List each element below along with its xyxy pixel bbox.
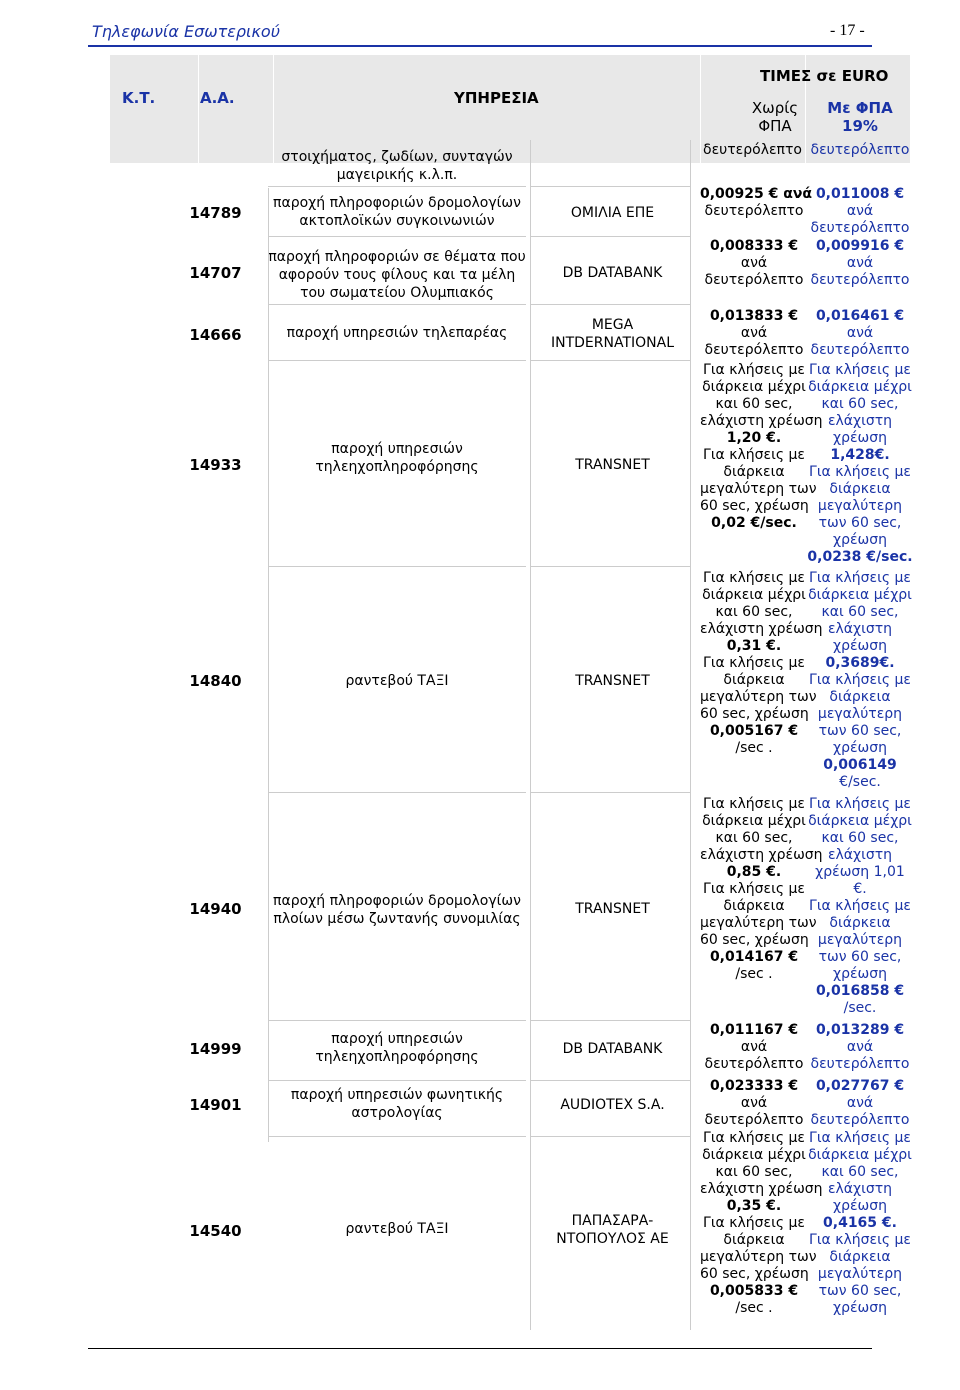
row-provider: TRANSNET [575, 457, 650, 473]
column-divider [530, 140, 531, 1330]
row-code: 14789 [189, 204, 242, 222]
row-code: 14540 [189, 1222, 242, 1240]
price-line: χρέωση [832, 966, 887, 982]
price-line: Για κλήσεις με [809, 898, 911, 914]
price-line: δευτερόλεπτο [704, 1056, 804, 1072]
price-line: χρέωση [832, 638, 887, 654]
price-line: δευτερόλεπτο [704, 1112, 804, 1128]
row-divider [530, 1136, 690, 1137]
col-kt: Κ.Τ. [122, 89, 156, 107]
price-line: /sec . [735, 966, 773, 982]
price-with-vat [806, 796, 914, 1017]
price-line: διάρκεια μέχρι [702, 587, 806, 603]
price-line: /sec . [735, 740, 773, 756]
price-line: 0,35 €. [726, 1198, 782, 1214]
row-divider [268, 1020, 526, 1021]
price-without-vat [700, 238, 808, 289]
row-provider: TRANSNET [575, 901, 650, 917]
price-line: των 60 sec, [818, 949, 902, 965]
price-line: 60 sec, χρέωση [700, 498, 809, 514]
price-line: Για κλήσεις με [809, 672, 911, 688]
price-line: χρέωση [832, 740, 887, 756]
price-without-vat [700, 308, 808, 359]
price-line: μεγαλύτερη των [700, 1249, 817, 1265]
price-without-vat [700, 1078, 808, 1129]
price-line: /sec . [735, 1300, 773, 1316]
price-line: 60 sec, χρέωση [700, 1266, 809, 1282]
price-line: 0,31 €. [726, 638, 782, 654]
col-vat: Με ΦΠΑ 19% [827, 99, 893, 135]
price-line: διάρκεια [829, 689, 891, 705]
price-line: 0,011167 € [709, 1022, 799, 1038]
price-line: 0,027767 € [815, 1078, 905, 1094]
row-divider [268, 360, 526, 361]
price-line: ανά [846, 203, 874, 219]
row-provider: AUDIOTEX S.A. [560, 1097, 665, 1113]
price-line: μεγαλύτερη [817, 706, 903, 722]
price-line: 0,85 €. [726, 864, 782, 880]
price-line: Για κλήσεις με [703, 362, 805, 378]
price-line: ελάχιστη χρέωση [700, 1181, 823, 1197]
price-line: και 60 sec, [715, 1164, 793, 1180]
price-line: 0,023333 € [709, 1078, 799, 1094]
row-provider: MEGA INTDERNATIONAL [550, 317, 675, 351]
price-line: δευτερόλεπτο [810, 1056, 910, 1072]
row-service: ραντεβού ΤΑΞΙ [345, 1221, 449, 1237]
price-line: διάρκεια μέχρι [702, 813, 806, 829]
price-line: 0,005167 € [709, 723, 799, 739]
row-divider [530, 236, 690, 237]
row-service: παροχή υπηρεσιών τηλεηχοπληροφόρησης [315, 1031, 479, 1065]
row-divider [268, 236, 526, 237]
price-line: 0,009916 € [815, 238, 905, 254]
price-line: μεγαλύτερη των [700, 481, 817, 497]
price-line: ανά [740, 1095, 768, 1111]
price-line: διάρκεια [723, 464, 785, 480]
price-with-vat [806, 1078, 914, 1129]
price-line: ελάχιστη [827, 413, 893, 429]
price-line: ανά [846, 1095, 874, 1111]
price-line: 0,016461 € [815, 308, 905, 324]
row-code: 14707 [189, 264, 242, 282]
price-without-vat [700, 796, 823, 983]
price-line: δευτερόλεπτο [810, 1112, 910, 1128]
price-line: ελάχιστη [827, 621, 893, 637]
price-line: χρέωση 1,01 [815, 864, 905, 880]
col-service: ΥΠΗΡΕΣΙΑ [454, 89, 539, 107]
row-divider [268, 792, 526, 793]
row-provider: DB DATABANK [562, 265, 663, 281]
row-service: παροχή υπηρεσιών φωνητικής αστρολογίας [290, 1087, 504, 1121]
price-line: 0,00925 € ανά [700, 186, 813, 202]
price-line: μεγαλύτερη [817, 932, 903, 948]
col-no-vat: Χωρίς ΦΠΑ [751, 99, 799, 135]
price-line: 0,0238 €/sec. [807, 549, 913, 565]
price-line: διάρκεια [829, 1249, 891, 1265]
price-line: ελάχιστη χρέωση [700, 621, 823, 637]
price-line: ελάχιστη χρέωση [700, 413, 823, 429]
row-provider: TRANSNET [575, 673, 650, 689]
price-with-vat [806, 1022, 914, 1073]
row-code: 14999 [189, 1040, 242, 1058]
price-without-vat [700, 570, 823, 757]
row-provider: ΟΜΙΛΙΑ ΕΠΕ [570, 205, 655, 221]
price-line: των 60 sec, [818, 1283, 902, 1299]
price-line: /sec. [843, 1000, 877, 1016]
header-divider [273, 55, 274, 163]
price-line: και 60 sec, [821, 604, 899, 620]
price-line: διάρκεια [723, 672, 785, 688]
price-line: Για κλήσεις με [703, 655, 805, 671]
row-divider [530, 304, 690, 305]
price-line: 0,013289 € [815, 1022, 905, 1038]
price-line: και 60 sec, [715, 396, 793, 412]
row-divider [530, 360, 690, 361]
price-line: 0,008333 € [709, 238, 799, 254]
price-line: 1,20 €. [726, 430, 782, 446]
price-line: Για κλήσεις με [703, 570, 805, 586]
row-service: παροχή πληροφοριών δρομολογίων ακτοπλοϊκών συγκοινωνιών [273, 195, 521, 229]
row-service: παροχή πληροφοριών δρομολογίων πλοίων μέσω ζωντανής συνομιλίας [273, 893, 521, 927]
price-line: Για κλήσεις με [809, 1232, 911, 1248]
row-divider [530, 1020, 690, 1021]
row-code: 14933 [189, 456, 242, 474]
row-divider [530, 186, 690, 187]
row-service: ραντεβού ΤΑΞΙ [345, 673, 449, 689]
price-line: ελάχιστη [827, 847, 893, 863]
price-line: και 60 sec, [821, 396, 899, 412]
row-service: παροχή πληροφοριών σε θέματα που αφορούν τους φίλους και τα μέλη του σωματείου Ολυμπιακός [268, 249, 526, 301]
price-without-vat [700, 186, 813, 220]
price-without-vat [700, 1022, 808, 1073]
col-no-vat-unit: δευτερόλεπτο [703, 142, 802, 158]
price-line: δευτερόλεπτο [704, 342, 804, 358]
price-line: και 60 sec, [821, 830, 899, 846]
price-line: διάρκεια μέχρι [808, 379, 912, 395]
price-line: ανά [740, 255, 768, 271]
price-line: μεγαλύτερη [817, 498, 903, 514]
price-line: μεγαλύτερη [817, 1266, 903, 1282]
price-line: δευτερόλεπτο [810, 342, 910, 358]
price-line: 0,016858 € [815, 983, 905, 999]
price-line: διάρκεια [829, 915, 891, 931]
price-line: €/sec. [839, 774, 881, 790]
price-line: δευτερόλεπτο [704, 272, 804, 288]
price-with-vat [806, 570, 914, 791]
price-line: δευτερόλεπτο [704, 203, 804, 219]
price-line: 1,428€. [830, 447, 890, 463]
price-line: Για κλήσεις με [809, 464, 911, 480]
page-header-title: Τηλεφωνία Εσωτερικού [92, 22, 280, 41]
row-code: 14840 [189, 672, 242, 690]
row-divider [530, 566, 690, 567]
price-line: διάρκεια μέχρι [808, 1147, 912, 1163]
row-service: παροχή υπηρεσιών τηλεηχοπληροφόρησης [315, 441, 479, 475]
price-line: ανά [846, 255, 874, 271]
row-provider: DB DATABANK [562, 1041, 663, 1057]
price-line: διάρκεια [723, 1232, 785, 1248]
price-with-vat [806, 186, 914, 237]
col-prices: ΤΙΜΕΣ σε EURO [760, 67, 889, 85]
row-code: 14940 [189, 900, 242, 918]
price-line: Για κλήσεις με [809, 1130, 911, 1146]
price-line: 60 sec, χρέωση [700, 706, 809, 722]
row-code: 14666 [189, 326, 242, 344]
price-line: διάρκεια μέχρι [702, 1147, 806, 1163]
price-line: των 60 sec, [818, 723, 902, 739]
price-line: Για κλήσεις με [703, 796, 805, 812]
price-line: διάρκεια μέχρι [808, 813, 912, 829]
price-line: 0,005833 € [709, 1283, 799, 1299]
price-line: και 60 sec, [821, 1164, 899, 1180]
price-line: και 60 sec, [715, 830, 793, 846]
price-line: 0,02 €/sec. [711, 515, 797, 531]
footer-rule [88, 1348, 872, 1349]
price-line: και 60 sec, [715, 604, 793, 620]
header-divider [198, 55, 199, 163]
col-aa: Α.Α. [200, 89, 235, 107]
price-line: μεγαλύτερη των [700, 915, 817, 931]
price-line: 0,006149 [823, 757, 897, 773]
price-line: χρέωση [832, 1198, 887, 1214]
price-line: μεγαλύτερη των [700, 689, 817, 705]
row-divider [530, 1080, 690, 1081]
price-with-vat [806, 238, 914, 289]
row-divider [530, 792, 690, 793]
price-line: ανά [740, 1039, 768, 1055]
price-line: Για κλήσεις με [809, 796, 911, 812]
price-line: Για κλήσεις με [703, 881, 805, 897]
price-line: ανά [846, 325, 874, 341]
price-line: δευτερόλεπτο [810, 220, 910, 236]
price-line: ελάχιστη χρέωση [700, 847, 823, 863]
price-line: διάρκεια [829, 481, 891, 497]
price-line: 0,3689€. [825, 655, 895, 671]
price-line: ανά [740, 325, 768, 341]
row-divider [268, 1080, 526, 1081]
header-rule [88, 45, 872, 47]
price-with-vat [806, 1130, 914, 1317]
row-divider [268, 566, 526, 567]
price-line: των 60 sec, [818, 515, 902, 531]
price-line: Για κλήσεις με [703, 1130, 805, 1146]
price-line: χρέωση [832, 1300, 887, 1316]
price-with-vat [806, 308, 914, 359]
price-line: ελάχιστη [827, 1181, 893, 1197]
column-divider [690, 140, 691, 1330]
price-line: Για κλήσεις με [809, 362, 911, 378]
price-line: ανά [846, 1039, 874, 1055]
price-line: 0,011008 € [815, 186, 905, 202]
price-line: Για κλήσεις με [703, 447, 805, 463]
col-vat-unit: δευτερόλεπτο [810, 142, 910, 158]
price-line: 60 sec, χρέωση [700, 932, 809, 948]
price-line: 0,013833 € [709, 308, 799, 324]
price-with-vat [806, 362, 914, 566]
price-line: €. [853, 881, 867, 897]
price-line: δευτερόλεπτο [810, 272, 910, 288]
price-line: 0,014167 € [709, 949, 799, 965]
row-divider [268, 304, 526, 305]
row-provider: ΠΑΠΑΣΑΡΑ-ΝΤΟΠΟΥΛΟΣ ΑΕ [556, 1213, 669, 1247]
row-divider [268, 186, 526, 187]
row-service: στοιχήματος, ζωδίων, συνταγών μαγειρικής κ.λ.π. [281, 149, 513, 183]
price-without-vat [700, 362, 823, 532]
price-line: χρέωση [832, 532, 887, 548]
table-header [110, 55, 910, 163]
price-line: διάρκεια μέχρι [808, 587, 912, 603]
row-code: 14901 [189, 1096, 242, 1114]
price-line: διάρκεια μέχρι [702, 379, 806, 395]
column-divider [268, 188, 269, 1142]
price-line: διάρκεια [723, 898, 785, 914]
row-divider [268, 1136, 526, 1137]
price-line: Για κλήσεις με [809, 570, 911, 586]
row-service: παροχή υπηρεσιών τηλεπαρέας [286, 325, 508, 341]
price-line: χρέωση [832, 430, 887, 446]
price-line: Για κλήσεις με [703, 1215, 805, 1231]
price-without-vat [700, 1130, 823, 1317]
page-number: - 17 - [830, 22, 865, 39]
price-line: 0,4165 €. [823, 1215, 897, 1231]
